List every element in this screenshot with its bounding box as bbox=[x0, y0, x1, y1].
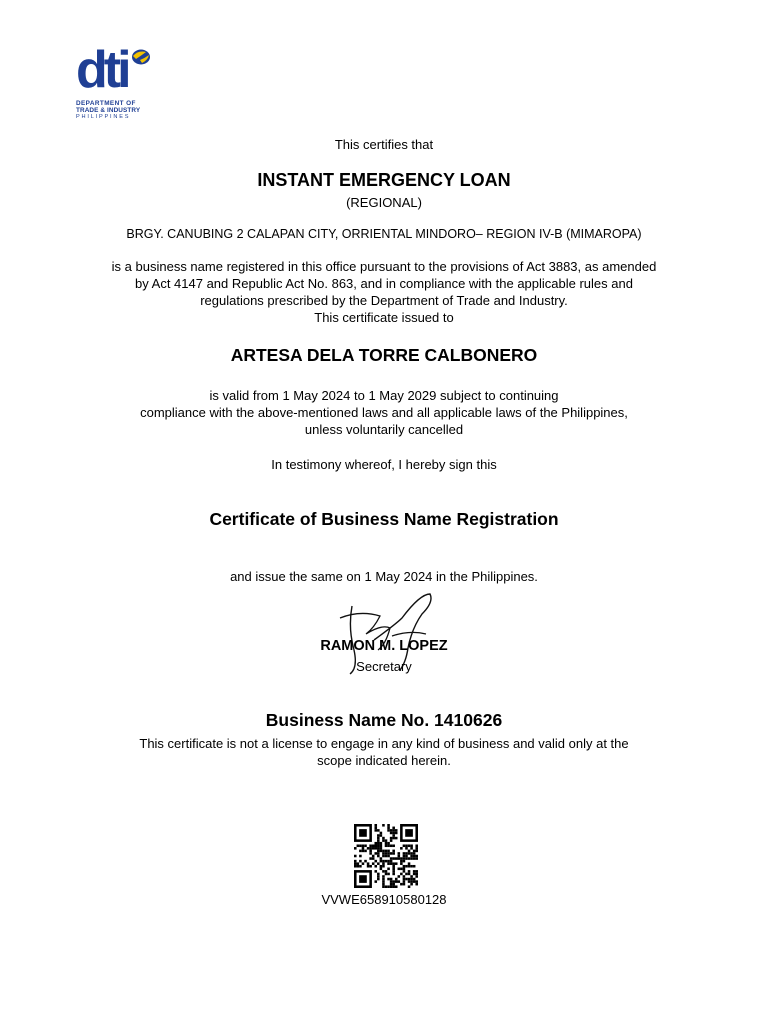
disclaimer-paragraph bbox=[84, 735, 684, 769]
validity-line: compliance with the above-mentioned laws and all applicable laws of the Philippines, bbox=[140, 405, 628, 420]
validity-line: unless voluntarily cancelled bbox=[304, 422, 464, 437]
disclaimer-line: scope indicated herein. bbox=[317, 753, 451, 768]
testimony-text: In testimony whereof, I hereby sign this bbox=[271, 457, 497, 472]
owner-name: ARTESA DELA TORRE CALBONERO bbox=[230, 345, 538, 365]
validity-line: is valid from 1 May 2024 to 1 May 2029 subject to continuing bbox=[209, 388, 559, 403]
certificate-title: Certificate of Business Name Registration bbox=[209, 509, 559, 529]
qr-finder-bottom-left bbox=[354, 870, 372, 888]
registration-line: by Act 4147 and Republic Act No. 863, and in compliance with the applicable rules and bbox=[135, 276, 633, 291]
qr-code-image bbox=[352, 824, 420, 888]
disclaimer-line: This certificate is not a license to engage in any kind of business and valid only at the bbox=[139, 736, 629, 751]
business-name: INSTANT EMERGENCY LOAN bbox=[257, 170, 511, 190]
validity-paragraph bbox=[84, 387, 684, 438]
dti-logo bbox=[74, 41, 154, 124]
registration-paragraph bbox=[84, 258, 684, 326]
business-address: BRGY. CANUBING 2 CALAPAN CITY, ORRIENTAL MINDORO– REGION IV-B (MIMAROPA) bbox=[126, 227, 642, 241]
verification-code: VVWE658910580128 bbox=[321, 892, 447, 907]
qr-finder-top-left bbox=[354, 824, 372, 842]
business-number: Business Name No. 1410626 bbox=[265, 710, 503, 730]
signatory-name: RAMON M. LOPEZ bbox=[320, 638, 448, 654]
logo-line-trade: TRADE & INDUSTRY bbox=[76, 107, 141, 114]
scope-label: (REGIONAL) bbox=[346, 195, 422, 210]
qr-finder-top-right bbox=[400, 824, 418, 842]
signatory-title: Secretary bbox=[356, 659, 412, 674]
registration-line: is a business name registered in this office pursuant to the provisions of Act 3883, as amended bbox=[111, 259, 657, 274]
logo-mark: dti bbox=[76, 41, 128, 99]
registration-line: regulations prescribed by the Department of Trade and Industry. bbox=[200, 293, 568, 308]
registration-line: This certificate issued to bbox=[314, 310, 454, 325]
globe-icon bbox=[130, 48, 152, 66]
logo-line-philippines: PHILIPPINES bbox=[76, 114, 131, 120]
certifies-text: This certifies that bbox=[334, 137, 434, 152]
logo-line-department: DEPARTMENT OF bbox=[76, 100, 136, 107]
issue-text: and issue the same on 1 May 2024 in the Philippines. bbox=[230, 569, 538, 584]
